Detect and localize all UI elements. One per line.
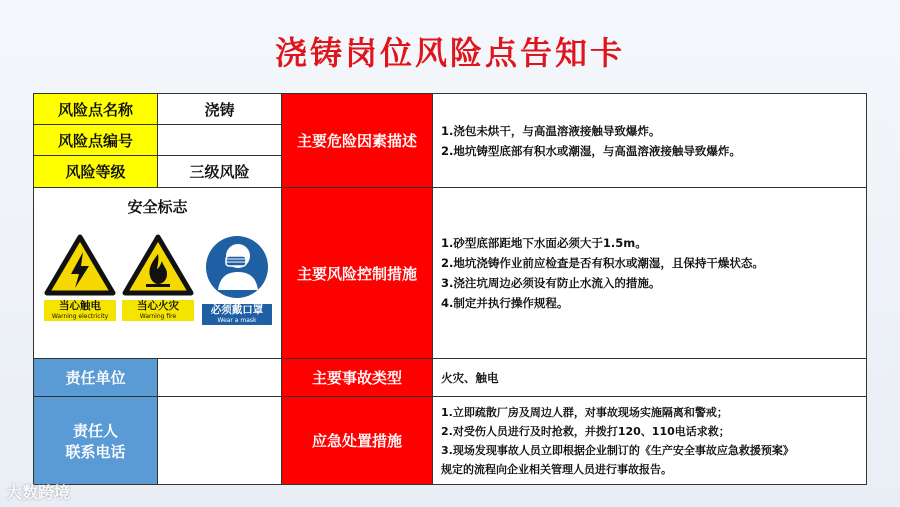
control-label: 主要风险控制措施: [282, 188, 433, 359]
emergency-measures: [433, 397, 866, 484]
risk-level-value: 三级风险: [158, 156, 282, 188]
sign-mask-label: 必须戴口罩: [202, 304, 272, 317]
risk-notice-card: [33, 93, 867, 485]
sign-electric-sub: Warning electricity: [44, 313, 116, 321]
risk-name-value: 浇铸: [158, 94, 282, 125]
control-line: 4.制定并执行操作规程。: [441, 296, 569, 310]
sign-fire-label: 当心火灾: [122, 300, 194, 313]
emergency-line: 1.立即疏散厂房及周边人群，对事故现场实施隔离和警戒；: [441, 405, 728, 419]
electric-shock-warning-icon: [44, 234, 116, 296]
accident-line: 火灾、触电: [441, 370, 499, 385]
emergency-line: 规定的流程向企业相关管理人员进行事故报告。: [441, 462, 672, 476]
risk-no-value: [158, 125, 282, 156]
accident-type-value: [433, 359, 866, 397]
accident-type-label: 主要事故类型: [282, 359, 433, 397]
sign-fire-sub: Warning fire: [122, 313, 194, 321]
risk-name-label: 风险点名称: [34, 94, 158, 125]
page-title: 浇铸岗位风险点告知卡: [274, 34, 625, 72]
sign-mask: [202, 234, 272, 325]
safety-signs-title: 安全标志: [127, 198, 188, 216]
hazard-description: [433, 94, 866, 188]
emergency-label: 应急处置措施: [282, 397, 433, 484]
risk-no-label: 风险点编号: [34, 125, 158, 156]
safety-signs-panel: [34, 188, 282, 359]
fire-warning-icon: [122, 234, 194, 296]
control-line: 2.地坑浇铸作业前应检查是否有积水或潮湿，且保持干燥状态。: [441, 256, 764, 270]
wear-mask-icon: [202, 234, 272, 300]
control-line: 1.砂型底部距地下水面必须大于1.5m。: [441, 236, 647, 250]
hazard-label: 主要危险因素描述: [282, 94, 433, 188]
control-line: 3.浇注坑周边必须设有防止水流入的措施。: [441, 276, 661, 290]
hazard-line: 1.浇包未烘干，与高温溶液接触导致爆炸。: [441, 123, 661, 138]
sign-electric-label: 当心触电: [44, 300, 116, 313]
responsible-unit-value: [158, 359, 282, 397]
responsible-person-label: [34, 397, 158, 484]
responsible-person-label-line2: 联系电话: [65, 442, 126, 461]
sign-mask-sub: Wear a mask: [202, 317, 272, 325]
watermark: 大数跨境: [6, 483, 71, 502]
risk-level-label: 风险等级: [34, 156, 158, 188]
emergency-line: 2.对受伤人员进行及时抢救，并拨打120、110电话求救；: [441, 424, 730, 438]
responsible-unit-label: 责任单位: [34, 359, 158, 397]
responsible-person-label-line1: 责任人: [72, 421, 118, 440]
control-measures: [433, 188, 866, 359]
sign-electric: [44, 234, 116, 321]
sign-fire: [122, 234, 194, 321]
responsible-person-value: [158, 397, 282, 484]
emergency-line: 3.现场发现事故人员立即根据企业制订的《生产安全事故应急救援预案》: [441, 443, 794, 457]
hazard-line: 2.地坑铸型底部有积水或潮湿，与高温溶液接触导致爆炸。: [441, 143, 741, 158]
